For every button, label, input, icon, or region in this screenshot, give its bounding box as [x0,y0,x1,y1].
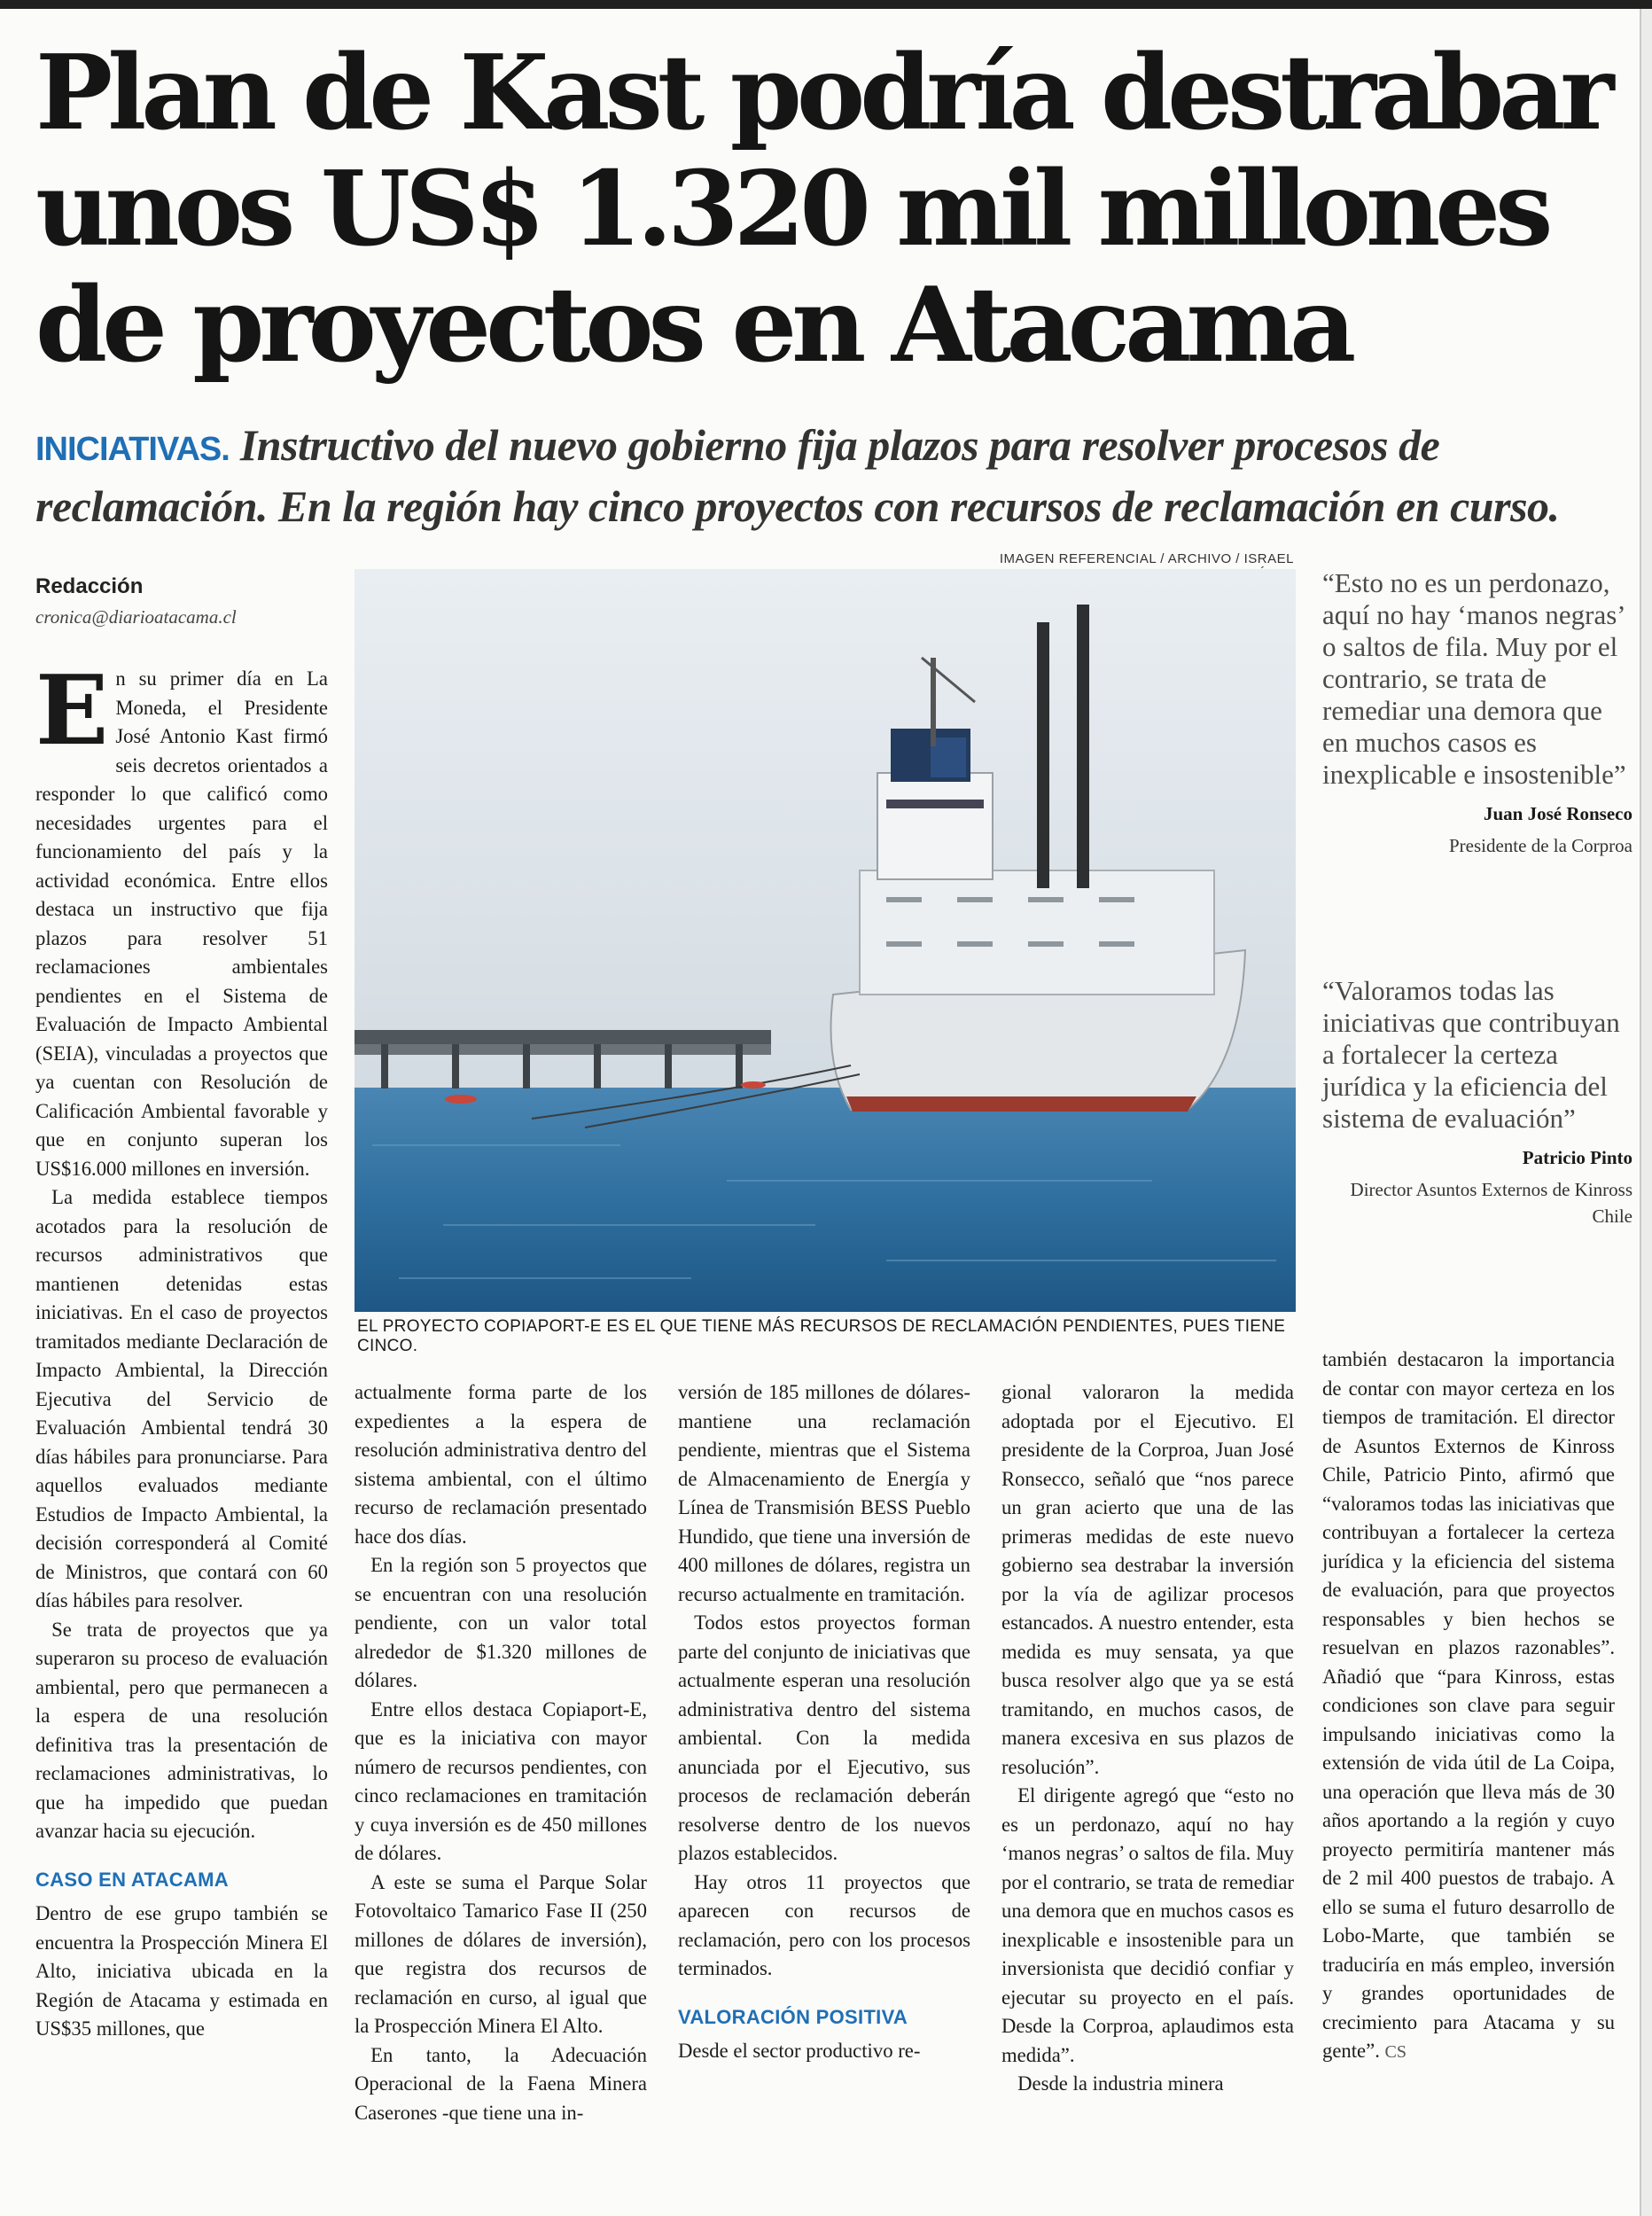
body-paragraph: Desde la industria minera [1017,2072,1224,2095]
body-paragraph: gional valoraron la medida adoptada por el Ejecutivo. El presidente de la Corproa, Juan José Ronsecco, señaló que “nos parece un gran acierto que una de las primeras medidas de este nuevo gobierno sea destrabar la inversión por la vía de agilizar procesos estancados. A nuestro entender, esta medida es muy sensata, ya que busca resolver algo que ya se está tramitando, en muchos casos, de manera excesiva en sus plazos de resolución”. [1001,1381,1294,1778]
subhead-caso-en-atacama: CASO EN ATACAMA [35,1868,229,1891]
top-rule [0,0,1652,9]
body-paragraph: El dirigente agregó que “esto no es un perdonazo, aquí no hay ‘manos negras’ o saltos de fila. Muy por el contrario, se trata de remediar una demora que en muchos casos es inexplicable e insostenible para un inversionista que decidió confiar y ejecutar su proyecto en el país. Desde la Corproa, aplaudimos esta medida”. [1001,1784,1294,2066]
body-paragraph: actualmente forma parte de los expedientes a la espera de resolución administrativa dentro del sistema ambiental, con el último recurso de reclamación presentado hace dos días. [355,1381,647,1548]
adjacent-page-edge [1640,9,1652,2216]
ship-photo [355,569,1296,1312]
body-paragraph: Todos estos proyectos forman parte del conjunto de iniciativas que actualmente esperan una resolución administrativa dentro del sistema ambiental. Con la medida anunciada por el Ejecutivo, sus procesos de reclamación deberán resolverse dentro de los nuevos plazos establecidos. [678,1611,970,1864]
closing-text: también destacaron la importancia de contar con mayor certeza en los tiempos de tramitación. El director de Asuntos Externos de Kinross Chile, Patricio Pinto, afirmó que “valoramos todas las iniciativas que contribuyan a fortalecer la certeza jurídica y la eficiencia del sistema de evaluación, para que proyectos responsables y bien hechos se resuelvan en plazos razonables”. Añadió que “para Kinross, estas condiciones son clave para seguir impulsando iniciativas como la extensión de vida útil de La Coipa, una operación que lleva más de 30 años aportando a la región y cuyo proyecto permitiría mantener más de 2 mil 400 puestos de trabajo. A ello se suma el futuro desarrollo de Lobo-Marte, que también se traduciría en más empleo, inversión y grandes oportunidades de crecimiento para Atacama y su gente”. [1322,1348,1615,2062]
body-column-1 [35,655,328,2044]
kicker: INICIATIVAS. [35,431,230,468]
body-paragraph: Hay otros 11 proyectos que aparecen con recursos de reclamación, pero con los procesos terminados. [678,1870,970,1979]
pull-quote-2-name: Patricio Pinto [1522,1147,1633,1168]
headline: Plan de Kast podría destrabar unos US$ 1.320 mil millones de proyectos en Atacama [35,33,1609,386]
pull-quote-1-text: “Esto no es un perdonazo, aquí no hay ‘manos negras’ o saltos de fila. Muy por el contrario, se trata de remediar una demora que en muchos casos es inexplicable e insostenible” [1322,567,1626,790]
deck [35,417,1631,534]
body-paragraph: Entre ellos destaca Copiaport-E, que es la iniciativa con mayor número de recursos pendientes, con cinco reclamaciones en tramitación y cuya inversión es de 450 millones de dólares. [355,1697,647,1864]
body-column-4 [1001,1378,1294,2099]
body-column-2 [355,1378,647,2127]
pull-quote-1 [1322,567,1633,859]
pull-quote-2-text: “Valoramos todas las iniciativas que contribuyan a fortalecer la certeza jurídica y la eficiencia del sistema de evaluación” [1322,975,1620,1134]
pull-quote-1-name: Juan José Ronseco [1483,803,1633,824]
body-paragraph: Dentro de ese grupo también se encuentra la Prospección Minera El Alto, iniciativa ubicada en la Región de Atacama y estimada en US$35 millones, que [35,1902,328,2040]
pull-quote-2-role: Director Asuntos Externos de Kinross Chile [1350,1179,1633,1227]
deck-text: Instructivo del nuevo gobierno fija plazos para resolver procesos de reclamación. En la región hay cinco proyectos con recursos de reclamación en curso. [35,420,1560,531]
body-paragraph [1322,1346,1615,2067]
body-paragraph: En tanto, la Adecuación Operacional de la Faena Minera Caserones -que tiene una in- [355,2043,647,2124]
end-mark: CS [1384,2042,1407,2062]
body-column-5 [1322,1346,1615,2067]
body-column-3 [678,1378,970,2066]
pull-quote-1-role: Presidente de la Corproa [1448,835,1633,856]
photo-caption: EL PROYECTO COPIAPORT-E ES EL QUE TIENE MÁS RECURSOS DE RECLAMACIÓN PENDIENTES, PUES TIENE CINCO. [357,1317,1286,1355]
subhead-valoracion-positiva: VALORACIÓN POSITIVA [678,2005,908,2028]
drop-cap: E [35,655,109,767]
byline-email: cronica@diarioatacama.cl [35,606,237,628]
body-paragraph: Desde el sector productivo re- [678,2040,921,2062]
body-paragraph: A este se suma el Parque Solar Fotovoltaico Tamarico Fase II (250 millones de dólares de inversión), que registra dos recursos de reclamación en curso, al igual que la Prospección Minera El Alto. [355,1870,647,2037]
pull-quote-2 [1322,975,1633,1229]
photo-credit: IMAGEN REFERENCIAL / ARCHIVO / ISRAEL [999,551,1294,566]
body-paragraph: Se trata de proyectos que ya superaron su proceso de evaluación ambiental, pero que permanecen a la espera de una resolución definitiva tras la presentación de reclamaciones administrativas, lo que ha impedido que puedan avanzar hacia su ejecución. [35,1618,328,1842]
byline-name: Redacción [35,574,144,598]
body-paragraph: En la región son 5 proyectos que se encuentran con una resolución pendiente, con un valor total alrededor de $1.320 millones de dólares. [355,1554,647,1691]
body-paragraph: La medida establece tiempos acotados para la resolución de recursos administrativos que mantienen detenidas estas iniciativas. En el caso de proyectos tramitados mediante Declaración de Impacto Ambiental, la Dirección Ejecutiva del Servicio de Evaluación Ambiental tendrá 30 días hábiles para pronunciarse. Para aquellos evaluados mediante Estudios de Impacto Ambiental, la decisión corresponderá al Comité de Ministros, que contará con 60 días hábiles para resolver. [35,1186,328,1611]
byline [35,574,328,628]
body-paragraph: versión de 185 millones de dólares- mantiene una reclamación pendiente, mientras que el Sistema de Almacenamiento de Energía y Línea de Transmisión BESS Pueblo Hundido, que tiene una inversión de 400 millones de dólares, registra un recurso actualmente en tramitación. [678,1381,970,1605]
lead-text: n su primer día en La Moneda, el Presidente José Antonio Kast firmó seis decretos orientados a responder lo que calificó como necesidades urgentes para el funcionamiento del país y la actividad económica. Entre ellos destaca un instructivo que fija plazos para resolver 51 reclamaciones ambientales pendientes en el Sistema de Evaluación de Impacto Ambiental (SEIA), vinculadas a proyectos que ya cuentan con Resolución de Calificación Ambiental favorable y que en conjunto superan los US$16.000 millones en inversión. [35,667,328,1180]
lead-paragraph [35,655,328,1183]
